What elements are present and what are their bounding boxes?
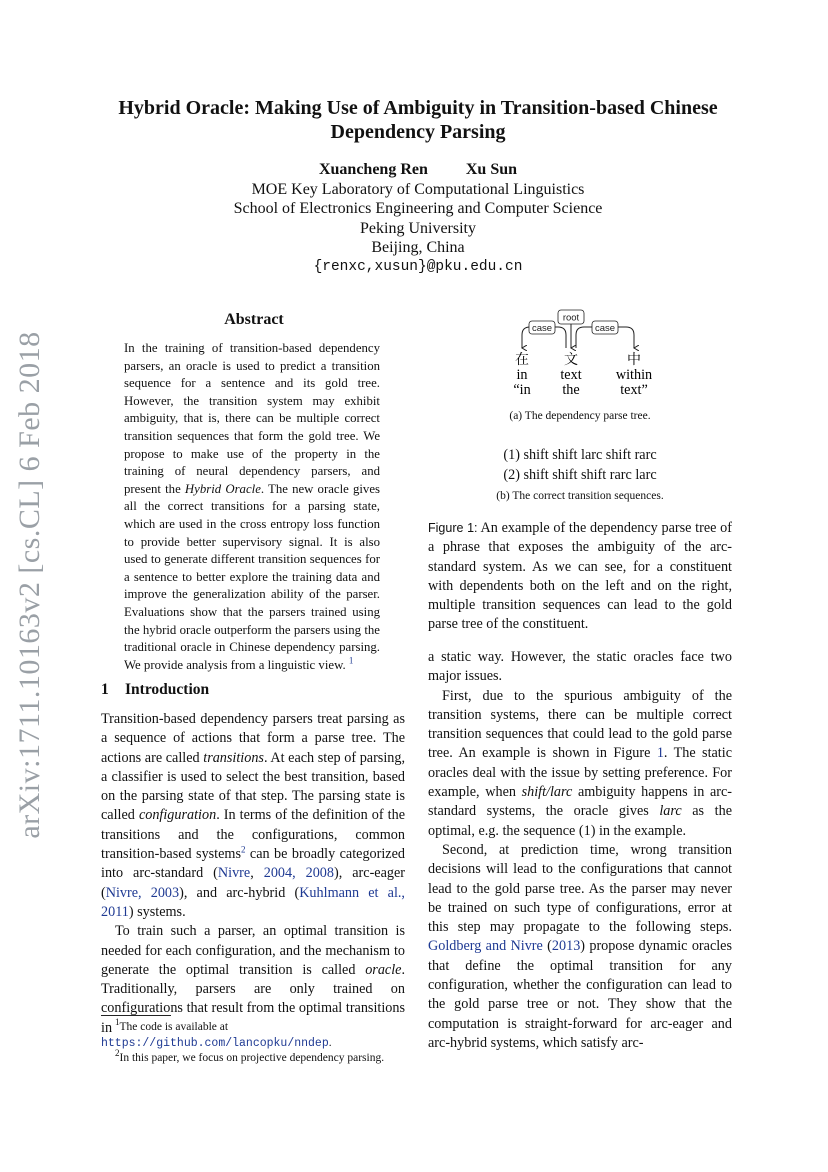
token-2-hanzi: 文 <box>564 352 578 368</box>
text-run: ambiguity happens in arc-standard systems, the oracle gives <box>428 784 732 820</box>
token-2-gloss: text <box>560 367 582 383</box>
text-run: can be broadly categorized into arc-standard ( <box>101 846 405 882</box>
token-1 <box>513 352 530 398</box>
abstract-text-2: . The new oracle gives all the correct transitions for a parsing state, which are used in the cross entropy loss function to provide better supervisory signal. It is also used to generate different transition sequences for a sentence to better explore the training data and improve the generalization ability of the parser. Evaluations show that the parsers trained using the hybrid oracle outperform the parsers using the traditional oracle in Chinese dependency parsing. We provide analysis from a linguistic view. <box>124 481 380 672</box>
citation-goldberg-nivre[interactable]: Goldberg and Nivre <box>428 938 543 955</box>
affiliation-1: MOE Key Laboratory of Computational Linguistics <box>251 180 585 198</box>
text-run: . In terms of the definition of the transitions and the configurations, common transition-based systems <box>101 807 405 863</box>
abstract-body <box>124 340 380 674</box>
case-arc-left <box>522 321 566 348</box>
term-oracle: oracle <box>365 961 402 978</box>
section-heading-introduction <box>101 681 401 699</box>
transition-sequences <box>430 446 730 485</box>
title-line-1: Hybrid Oracle: Making Use of Ambiguity in Transition-based Chinese <box>118 97 718 119</box>
case-arc-right-label: case <box>594 322 616 334</box>
text-run: Second, at prediction time, wrong transition decisions will lead to the configurations that cannot lead to the gold parse tree. As the parser may never be trained on such type of configurations, error at this step may propagate to the following steps. <box>428 841 732 936</box>
footnote-2-text: In this paper, we focus on projective dependency parsing. <box>119 1052 385 1064</box>
section-number: 1 <box>101 681 109 698</box>
subcaption-b: (b) The correct transition sequences. <box>496 490 664 502</box>
footnote-2 <box>101 1048 405 1067</box>
citation-kuhlmann[interactable]: Kuhlmann et al., 2011 <box>101 884 405 920</box>
text-run: as the optimal, e.g. the sequence (1) in the example. <box>428 803 732 839</box>
text-run: ( <box>542 938 552 955</box>
footnote-ref-1[interactable]: 1 <box>348 655 354 666</box>
footnote-1-marker: 1 <box>115 1017 120 1028</box>
author-2: Xu Sun <box>465 161 518 178</box>
author-names <box>200 160 636 180</box>
paper-title <box>100 96 736 144</box>
citation-nivre[interactable]: Nivre <box>217 865 251 882</box>
token-1-translation: “in <box>513 382 531 398</box>
footnotes <box>101 1017 405 1067</box>
author-block <box>200 160 636 277</box>
affiliation-2: School of Electronics Engineering and Computer Science <box>233 200 603 217</box>
sequence-1: (1) shift shift larc shift rarc <box>503 447 657 463</box>
intro-paragraph-1 <box>101 710 405 922</box>
text-run: , <box>250 865 264 882</box>
footnote-ref-2[interactable]: 2 <box>240 844 246 855</box>
right-column-body <box>428 648 732 1053</box>
token-3-translation: text” <box>620 382 648 398</box>
abstract-heading: Abstract <box>224 311 284 328</box>
figure-ref-1[interactable]: 1 <box>656 745 664 762</box>
text-run: . At each step of parsing, a classifier is used to select the best transition, based on the parsing state of that step. The parsing state is called <box>101 749 406 824</box>
footnote-1-text: The code is available at <box>119 1021 229 1033</box>
text-run: First, due to the spurious ambiguity of the transition systems, there can be multiple correct transition sequences that could lead to the gold parse tree. An example is shown in Figure <box>428 687 732 762</box>
arxiv-sidebar-stamp <box>10 331 50 839</box>
abstract-text-1: In the training of transition-based dependency parsers, an oracle is used to predict a transition sequence for a sentence and its gold tree. However, the transition system may exhibit ambiguity, that is, there can be multiple correct transition sequences that form the gold tree. We propose to make use of the property in the training of neural dependency parsers, and present the <box>124 341 380 496</box>
term-configuration: configuration <box>138 807 217 824</box>
token-3-gloss: within <box>615 367 653 383</box>
author-email: {renxc,xusun}@pku.edu.cn <box>313 258 523 275</box>
author-1: Xuancheng Ren <box>318 161 428 178</box>
case-arc-right <box>576 321 634 348</box>
root-arc-label: root <box>562 312 580 324</box>
right-paragraph-1: a static way. However, the static oracles face two major issues. <box>428 649 732 685</box>
section-title: Introduction <box>125 681 210 698</box>
affiliation-4: Beijing, China <box>371 239 465 256</box>
citation-nivre-2003[interactable]: Nivre, 2003 <box>105 884 180 901</box>
root-arc <box>558 310 584 348</box>
text-run: ), arc-eager ( <box>101 865 406 901</box>
math-larc: larc <box>659 803 682 820</box>
footnote-rule <box>101 1015 171 1016</box>
arxiv-id: arXiv:1711.10163v2 [cs.CL] 6 Feb 2018 <box>13 331 46 839</box>
footnote-1 <box>101 1017 405 1051</box>
text-run: . The static oracles deal with the issue by setting preference. For example, when <box>428 745 732 801</box>
figure-1-caption <box>428 519 732 635</box>
footnote-2-marker: 2 <box>115 1048 120 1059</box>
figure-label: Figure 1: <box>428 521 478 535</box>
citation-nivre-years[interactable]: 2004, 2008 <box>263 865 334 882</box>
text-run: ), and arc-hybrid ( <box>179 884 300 901</box>
text-run: . <box>328 1036 332 1049</box>
text-run: . Traditionally, parsers are only trained on configurations that result from the optimal transitions in <box>101 961 405 1036</box>
token-2 <box>560 352 581 398</box>
text-run: To train such a parser, an optimal transition is needed for each configuration, and the mechanism to generate the optimal transition is called <box>101 923 405 978</box>
subcaption-a: (a) The dependency parse tree. <box>509 410 651 422</box>
abstract-emphasis: Hybrid Oracle <box>184 481 261 496</box>
case-arc-left-label: case <box>531 322 553 334</box>
code-link[interactable]: https://github.com/lancopku/nndep <box>101 1036 329 1050</box>
right-paragraph-3 <box>428 841 732 1053</box>
text-run: ) propose dynamic oracles that define the optimal transition for any configuration, whether the configuration can lead to the gold parse tree or not. They show that the computation is straight-forward for arc-eager and arc-hybrid systems, which satisfy arc- <box>428 938 732 1051</box>
citation-goldberg-nivre-year[interactable]: 2013 <box>551 938 581 955</box>
token-3-hanzi: 中 <box>627 352 641 368</box>
right-paragraph-2 <box>428 687 732 841</box>
token-3 <box>616 351 652 398</box>
math-shift-larc: shift/larc <box>521 784 573 801</box>
figure-caption-text: An example of the dependency parse tree of a phrase that exposes the ambiguity of the arc-standard system. As we can see, for a constituent with dependents both on the left and on the right, multiple transition sequences can lead to the gold parse tree of the constituent. <box>428 520 732 633</box>
title-line-2: Dependency Parsing <box>330 121 506 143</box>
term-transitions: transitions <box>203 749 264 766</box>
token-1-gloss: in <box>516 367 528 383</box>
introduction-body <box>101 710 405 1038</box>
sequence-2: (2) shift shift shift rarc larc <box>503 466 657 483</box>
text-run: ) systems. <box>128 903 186 920</box>
token-2-translation: the <box>562 382 580 398</box>
token-1-hanzi: 在 <box>515 352 529 368</box>
dependency-tree-figure <box>490 305 670 405</box>
text-run: Transition-based dependency parsers treat parsing as a sequence of actions that form a parse tree. The actions are called <box>101 711 405 766</box>
affiliation-3: Peking University <box>360 219 476 237</box>
